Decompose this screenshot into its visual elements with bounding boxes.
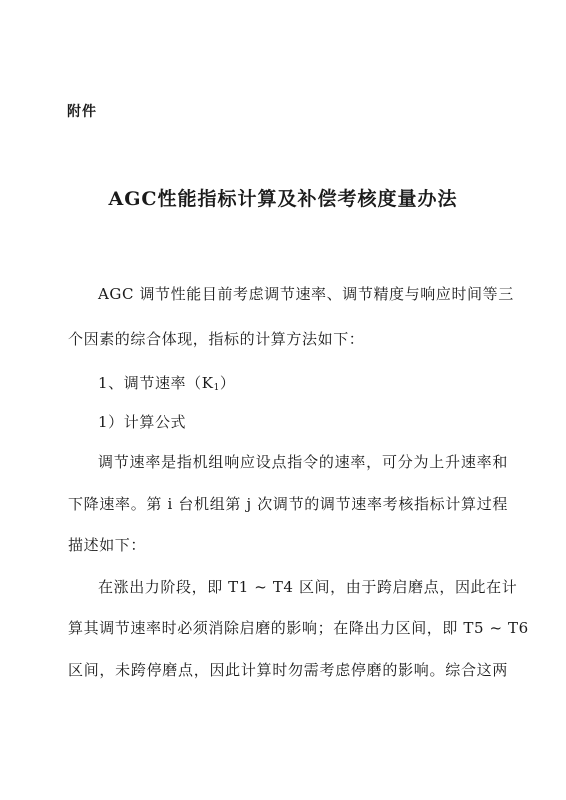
para1-line-2: 下降速率。第 i 台机组第 j 次调节的调节速率考核指标计算过程	[68, 495, 508, 513]
section-heading-1-subscript: 1	[213, 383, 220, 393]
section-heading-1-suffix: ）	[219, 374, 236, 392]
section-heading-1	[98, 372, 508, 393]
para2-line-3: 区间，未跨停磨点，因此计算时勿需考虑停磨的影响。综合这两	[68, 661, 508, 679]
para1-line-3: 描述如下：	[68, 536, 147, 554]
document-title: AGC性能指标计算及补偿考核度量办法	[108, 188, 458, 210]
intro-line-2: 个因素的综合体现，指标的计算方法如下：	[68, 330, 365, 348]
para1-line-1: 调节速率是指机组响应设点指令的速率，可分为上升速率和	[98, 453, 508, 471]
subsection-heading-1: 1）计算公式	[98, 413, 187, 431]
attachment-label: 附件	[67, 104, 97, 120]
intro-line-1: AGC 调节性能目前考虑调节速率、调节精度与响应时间等三	[98, 285, 514, 303]
para2-line-1: 在涨出力阶段，即 T1 ~ T4 区间，由于跨启磨点，因此在计	[98, 578, 518, 596]
para2-line-2: 算其调节速率时必须消除启磨的影响；在降出力区间，即 T5 ~ T6	[68, 619, 529, 637]
section-heading-1-prefix: 1、调节速率（K	[98, 374, 214, 392]
